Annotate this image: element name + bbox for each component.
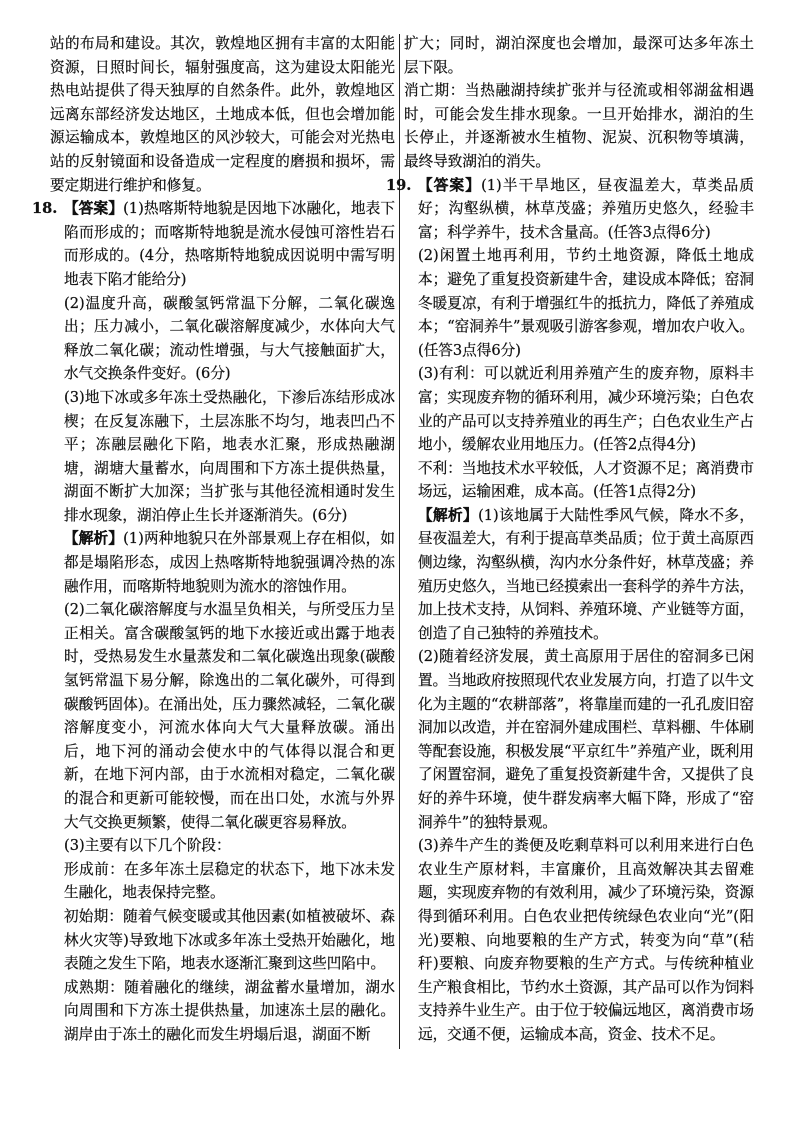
q18-answer-tag: 【答案】 <box>64 200 124 218</box>
q18-analysis-1 <box>64 527 395 598</box>
q19-answer-2: (2)闲置土地再利用，节约土地资源，降低土地成本；避免了重复投资新建牛舍，建设成本降低；窑洞冬暖夏凉，有利于增强红牛的抵抗力，降低了养殖成本；“窑洞养牛”景观吸引游客参观，增加农户收入。(任答3点得6分) <box>418 247 754 359</box>
right-column <box>386 32 754 1047</box>
q18-answer-1-text: (1)热喀斯特地貌是因地下冰融化，地表下陷而形成的；而喀斯特地貌是流水侵蚀可溶性岩石而形成的。(4分，热喀斯特地貌成因说明中需写明地表下陷才能给分) <box>64 200 395 288</box>
question-18 <box>32 197 395 1046</box>
q19-analysis-1-text: (1)该地属于大陆性季风气候，降水不多，昼夜温差大，有利于提高草类品质；位于黄土高原西侧边缘，沟壑纵横，沟内水分条件好，林草茂盛；养殖历史悠久，当地已经摸索出一套科学的养牛方法，加上技术支持，从饲料、养殖环境、产业链等方面，创造了自己独特的养殖技术。 <box>418 506 754 642</box>
q18-analysis-tag: 【解析】 <box>64 530 124 548</box>
q18-stage-4: 消亡期：当热融湖持续扩张并与径流或相邻湖盆相遇时，可能会发生排水现象。一旦开始排水，湖泊的生长停止，并逐渐被水生植物、泥炭、沉积物等填满，最终导致湖泊的消失。 <box>404 82 754 170</box>
q19-answer-3b: 不利：当地技术水平较低，人才资源不足；离消费市场远，运输困难，成本高。(任答1点得2分) <box>418 459 754 501</box>
question-19 <box>386 174 754 1047</box>
q18-analysis-3-intro: (3)主要有以下几个阶段： <box>64 837 231 855</box>
q18-stage-3-continuation: 扩大；同时，湖泊深度也会增加，最深可达多年冻土层下限。 <box>404 35 754 76</box>
q19-answer-1 <box>386 174 754 245</box>
left-column <box>32 32 395 1047</box>
q18-stage-2: 初始期：随着气候变暖或其他因素(如植被破坏、森林火灾等)导致地下冰或多年冻土受热开始融化，地表随之发生下陷，地表水逐渐汇聚到这些凹陷中。 <box>64 907 395 973</box>
q19-number: 19. <box>386 176 412 194</box>
q19-analysis-tag: 【解析】 <box>418 506 479 524</box>
q18-answer-1 <box>32 197 395 291</box>
paragraph-q17-continuation: 站的布局和建设。其次，敦煌地区拥有丰富的太阳能资源，日照时间长，辐射强度高，这为建设太阳能光热电站提供了得天独厚的自然条件。此外，敦煌地区远离东部经济发达地区，土地成本低，但也会增加能源运输成本，敦煌地区的风沙较大，可能会对光热电站的反射镜面和设备造成一定程度的磨损和损坏，需要定期进行维护和修复。 <box>50 35 395 194</box>
q19-answer-tag: 【答案】 <box>418 176 482 194</box>
q18-analysis-2: (2)二氧化碳溶解度与水温呈负相关，与所受压力呈正相关。富含碳酸氢钙的地下水接近或出露于地表时，受热易发生水量蒸发和二氧化碳逸出现象(碳酸氢钙常温下易分解，除逸出的二氧化碳外，可得到碳酸钙固体)。在涌出处，压力骤然减轻，二氧化碳溶解度变小，河流水体向大气大量释放碳。涌出后，地下河的涌动会使水中的气体得以混合和更新，在地下河内部，由于水流相对稳定，二氧化碳的混合和更新可能较慢，而在出口处，水流与外界大气交换更频繁，使得二氧化碳更容易释放。 <box>64 601 395 831</box>
q18-answer-3: (3)地下冰或多年冻土受热融化，下渗后冻结形成冰楔；在反复冻融下，土层冻胀不均匀，地表凹凸不平；冻融层融化下陷，地表水汇聚，形成热融湖塘，湖塘大量蓄水，向周围和下方冻土提供热量，湖面不断扩大加深；当扩张与其他径流相通时发生排水现象，湖泊停止生长并逐渐消失。(6分) <box>64 388 395 524</box>
q18-analysis-1-text: (1)两种地貌只在外部景观上存在相似，如都是塌陷形态，成因上热喀斯特地貌强调冷热的冻融作用，而喀斯特地貌则为流水的溶蚀作用。 <box>64 530 395 595</box>
q18-stage-1: 形成前：在多年冻土层稳定的状态下，地下冰未发生融化，地表保持完整。 <box>64 860 395 902</box>
q18-number: 18. <box>32 200 58 218</box>
q19-answer-3a: (3)有利：可以就近利用养殖产生的废弃物，原料丰富；实现废弃物的循环利用，减少环境污染；白色农业的产品可以支持养殖业的再生产；白色农业生产占地小，缓解农业用地压力。(任答2点得4分) <box>418 365 754 454</box>
q19-analysis-1 <box>418 504 754 646</box>
q19-analysis-3: (3)养牛产生的粪便及吃剩草料可以利用来进行白色农业生产原材料，丰富廉价，且高效解决其去留难题，实现废弃物的有效利用，减少了环境污染，资源得到循环利用。白色农业把传统绿色农业向“光”(阳光)要粮、向地要粮的生产方式，转变为向“草”(秸秆)要粮、向废弃物要粮的生产方式。与传统种植业生产粮食相比，节约水土资源，其产品可以作为饲料支持养牛业生产。由于位于较偏远地区，离消费市场远，交通不便，运输成本高，资金、技术不足。 <box>418 837 754 1043</box>
q18-stage-3: 成熟期：随着融化的继续，湖盆蓄水量增加，湖水向周围和下方冻土提供热量，加速冻土层的融化。湖岸由于冻土的融化而发生坍塌后退，湖面不断 <box>64 978 395 1043</box>
q19-answer-1-text: (1)半干旱地区，昼夜温差大，草类品质好；沟壑纵横，林草茂盛；养殖历史悠久，经验丰富；科学养牛，技术含量高。(任答3点得6分) <box>418 176 754 241</box>
q19-analysis-2: (2)随着经济发展，黄土高原用于居住的窑洞多已闲置。当地政府按照现代农业发展方向，打造了以牛文化为主题的“农耕部落”，将靠崖而建的一孔孔废旧窑洞加以改造，并在窑洞外建成围栏、草料棚、牛体刷等配套设施，积极发展“平京红牛”养殖产业，既利用了闲置窑洞，避免了重复投资新建牛舍，又提供了良好的养牛环境，使牛群发病率大幅下降，形成了“窑洞养牛”的独特景观。 <box>418 648 754 831</box>
q18-answer-2: (2)温度升高，碳酸氢钙常温下分解，二氧化碳逸出；压力减小，二氧化碳溶解度减少，水体向大气释放二氧化碳；流动性增强，与大气接触面扩大，水气交换条件变好。(6分) <box>64 294 395 383</box>
